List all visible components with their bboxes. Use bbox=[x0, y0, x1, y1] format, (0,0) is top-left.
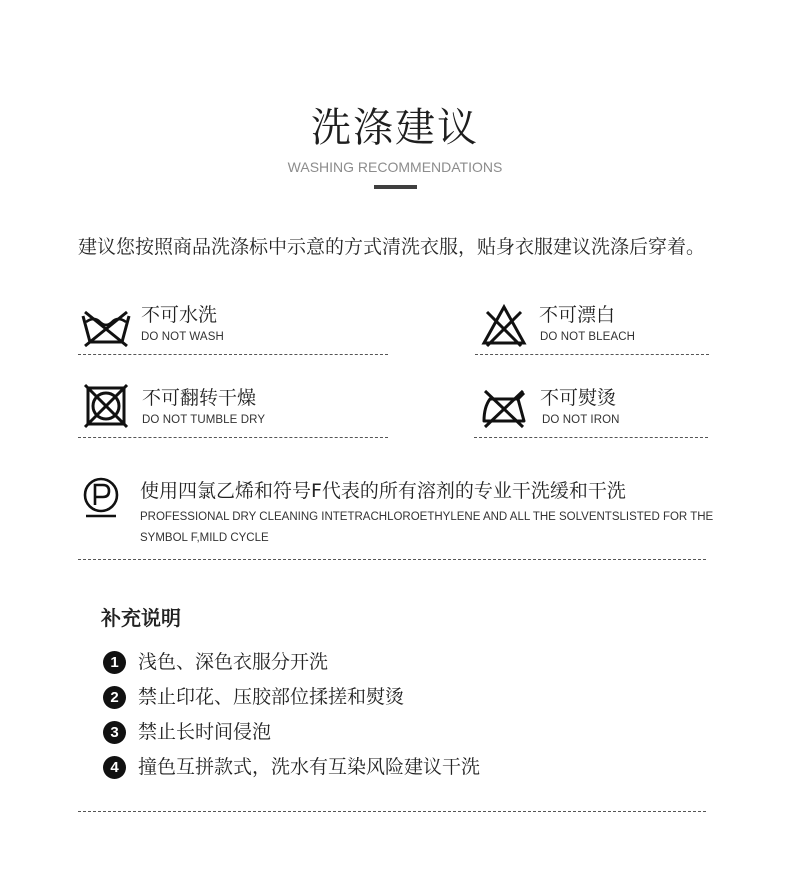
divider bbox=[78, 437, 388, 438]
no-iron-label: 不可熨烫 bbox=[540, 387, 617, 409]
number-badge: 4 bbox=[103, 756, 126, 779]
number-badge: 3 bbox=[103, 721, 126, 744]
no-wash-label: 不可水洗 bbox=[141, 304, 218, 326]
no-iron-icon bbox=[478, 385, 530, 431]
no-bleach-icon bbox=[478, 302, 530, 348]
divider bbox=[474, 437, 708, 438]
no-iron-label-en: DO NOT IRON bbox=[542, 414, 620, 426]
list-item-text: 禁止长时间侵泡 bbox=[138, 721, 272, 743]
list-item bbox=[103, 683, 404, 711]
no-wash-icon bbox=[80, 304, 132, 350]
list-item bbox=[103, 718, 271, 746]
dry-clean-p-icon bbox=[78, 476, 124, 520]
number-badge: 1 bbox=[103, 651, 126, 674]
no-tumble-dry-icon bbox=[80, 383, 132, 429]
number-badge: 2 bbox=[103, 686, 126, 709]
no-bleach-label: 不可漂白 bbox=[539, 304, 616, 326]
no-bleach-label-en: DO NOT BLEACH bbox=[540, 331, 636, 343]
list-item-text: 浅色、深色衣服分开洗 bbox=[138, 651, 329, 673]
title-underline bbox=[374, 185, 417, 189]
list-item bbox=[103, 648, 328, 676]
no-tumble-dry-label: 不可翻转干燥 bbox=[142, 387, 257, 409]
list-item bbox=[103, 753, 480, 781]
page-title: 洗涤建议 bbox=[311, 105, 479, 151]
list-item-text: 禁止印花、压胶部位揉搓和熨烫 bbox=[138, 686, 405, 708]
divider bbox=[78, 559, 706, 560]
divider bbox=[78, 354, 388, 355]
divider bbox=[78, 811, 706, 812]
divider bbox=[475, 354, 709, 355]
intro-text: 建议您按照商品洗涤标中示意的方式清洗衣服，贴身衣服建议洗涤后穿着。 bbox=[78, 236, 706, 258]
dry-clean-label: 使用四氯乙烯和符号F代表的所有溶剂的专业干洗缓和干洗 bbox=[140, 480, 626, 502]
supplement-title: 补充说明 bbox=[101, 606, 181, 630]
no-tumble-dry-label-en: DO NOT TUMBLE DRY bbox=[142, 414, 266, 426]
dry-clean-label-en: PROFESSIONAL DRY CLEANING INTETRACHLOROETHYLENE AND ALL THE SOLVENTSLISTED FOR THE SYMBOL F,MILD CYCLE bbox=[140, 511, 714, 544]
list-item-text: 撞色互拼款式，洗水有互染风险建议干洗 bbox=[138, 756, 481, 778]
page-subtitle: WASHING RECOMMENDATIONS bbox=[287, 159, 503, 175]
no-wash-label-en: DO NOT WASH bbox=[141, 331, 224, 343]
